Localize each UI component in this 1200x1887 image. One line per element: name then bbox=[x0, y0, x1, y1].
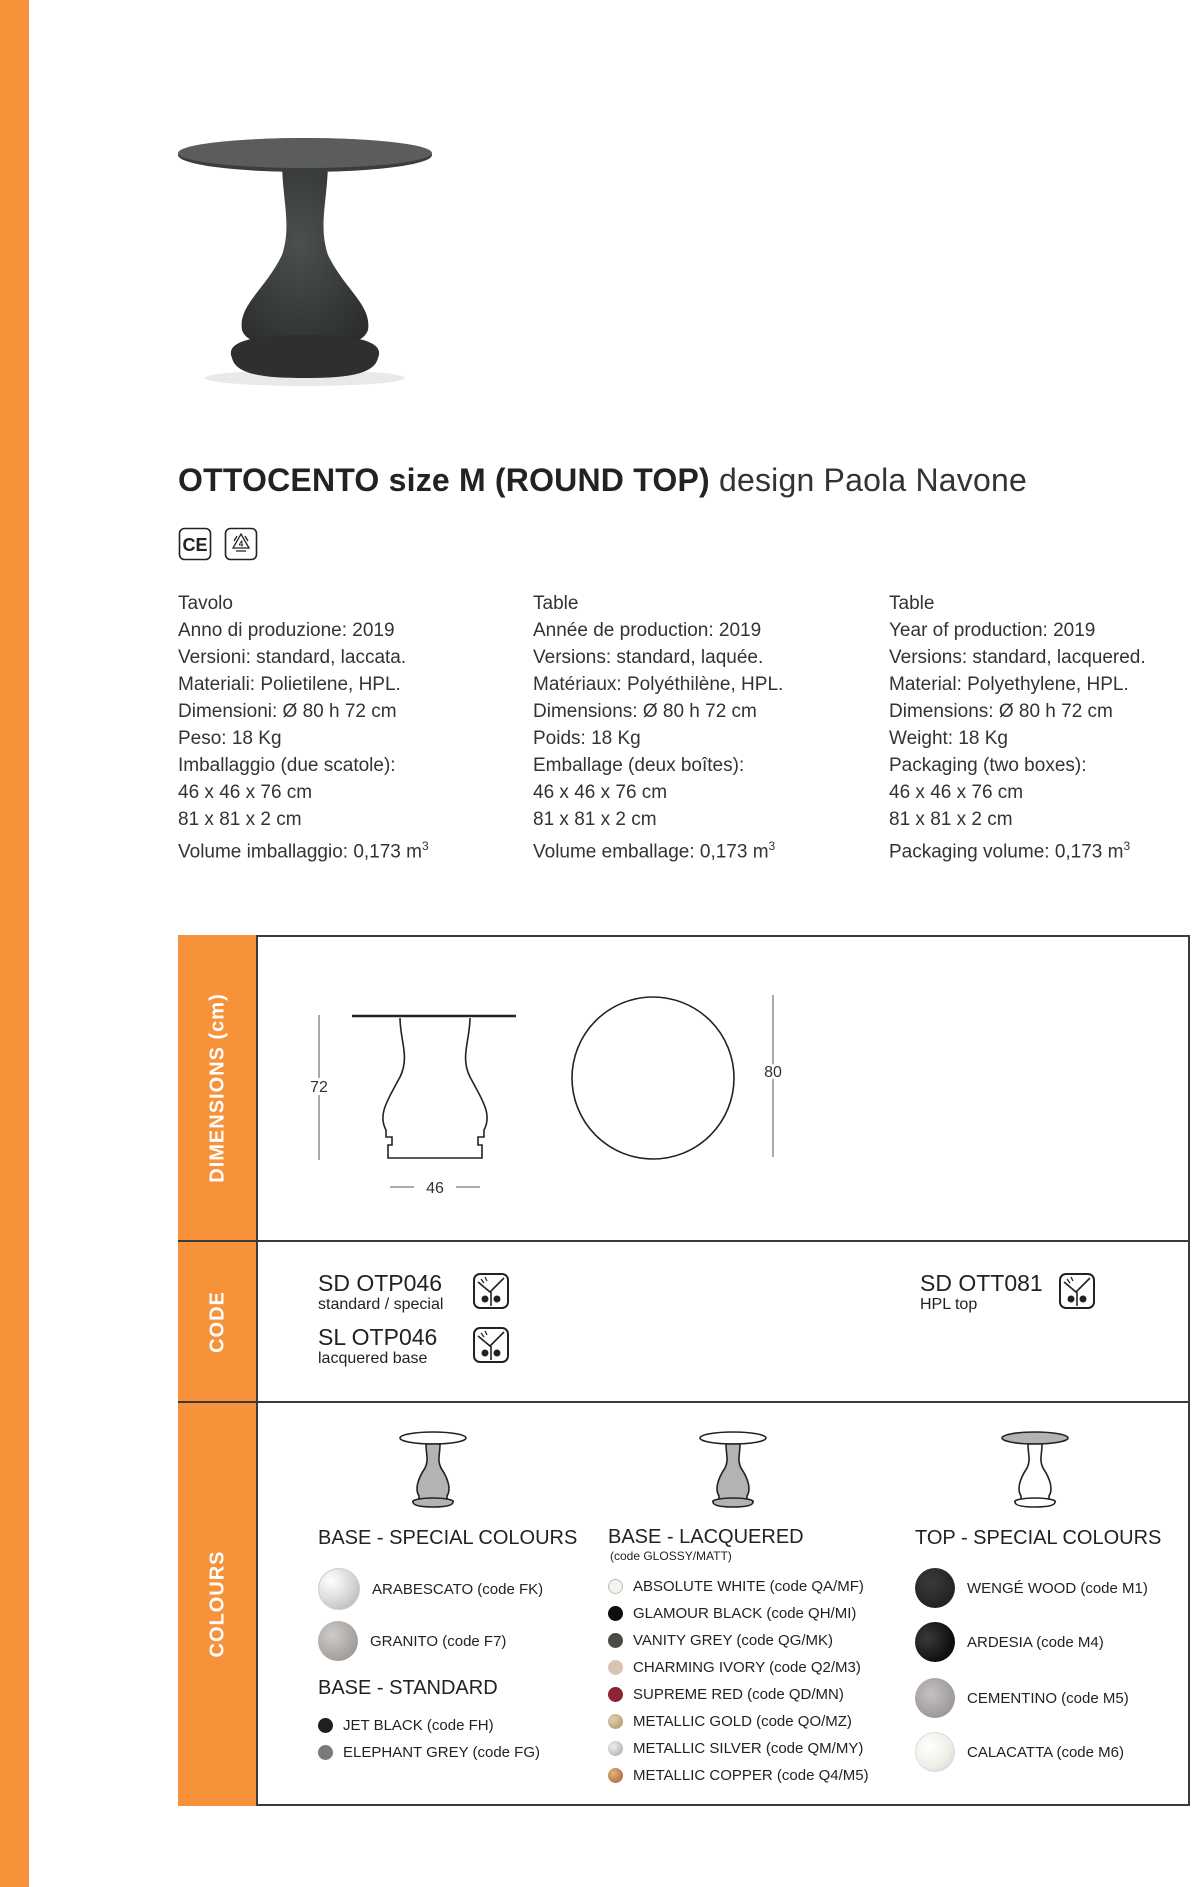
code-description: HPL top bbox=[920, 1296, 978, 1313]
top-special-title: TOP - SPECIAL COLOURS bbox=[915, 1527, 1162, 1549]
spec-line: Weight: 18 Kg bbox=[889, 728, 1009, 749]
side-profile bbox=[383, 1018, 487, 1158]
assembly-icon bbox=[472, 1272, 510, 1310]
swatch-elephant-grey[interactable]: ELEPHANT GREY (code FG) bbox=[318, 1744, 540, 1761]
spec-line: Imballaggio (due scatole): bbox=[178, 755, 396, 776]
swatch-vanity-grey[interactable]: VANITY GREY (code QG/MK) bbox=[608, 1632, 833, 1649]
orange-side-bar bbox=[0, 0, 29, 1887]
spec-line: Versions: standard, laquée. bbox=[533, 647, 764, 668]
spec-line: Anno di produzione: 2019 bbox=[178, 620, 395, 641]
table-base-highlight-icon bbox=[693, 1430, 773, 1510]
swatch-metallic-copper[interactable]: METALLIC COPPER (code Q4/M5) bbox=[608, 1767, 869, 1784]
spec-line: Packaging (two boxes): bbox=[889, 755, 1087, 776]
swatch-glamour-black[interactable]: GLAMOUR BLACK (code QH/MI) bbox=[608, 1605, 856, 1622]
product-title bbox=[178, 462, 1027, 499]
swatch-metallic-silver[interactable]: METALLIC SILVER (code QM/MY) bbox=[608, 1740, 863, 1757]
spec-line: 46 x 46 x 76 cm bbox=[533, 782, 668, 803]
spec-line: Matériaux: Polyéthilène, HPL. bbox=[533, 674, 784, 695]
base-standard-title: BASE - STANDARD bbox=[318, 1677, 498, 1699]
spec-line: 46 x 46 x 76 cm bbox=[889, 782, 1024, 803]
swatch-supreme-red[interactable]: SUPREME RED (code QD/MN) bbox=[608, 1686, 844, 1703]
swatch-absolute-white[interactable]: ABSOLUTE WHITE (code QA/MF) bbox=[608, 1578, 864, 1595]
swatch-charming-ivory[interactable]: CHARMING IVORY (code Q2/M3) bbox=[608, 1659, 861, 1676]
spec-line: Table bbox=[533, 593, 579, 614]
spec-line: 46 x 46 x 76 cm bbox=[178, 782, 313, 803]
dimension-drawing bbox=[300, 985, 800, 1205]
spec-line: Dimensioni: Ø 80 h 72 cm bbox=[178, 701, 397, 722]
swatch-wenge-wood[interactable]: WENGÉ WOOD (code M1) bbox=[915, 1568, 1148, 1608]
swatch-arabescato[interactable]: ARABESCATO (code FK) bbox=[318, 1568, 543, 1610]
swatch-calacatta[interactable]: CALACATTA (code M6) bbox=[915, 1732, 1124, 1772]
table-top-highlight-icon bbox=[995, 1430, 1075, 1510]
ce-mark-icon bbox=[178, 527, 212, 561]
spec-volume: Packaging volume: 0,173 $m^3$ bbox=[889, 839, 1131, 863]
spec-volume: Volume imballaggio: 0,173 $m^3$ bbox=[178, 839, 429, 863]
spec-line: Poids: 18 Kg bbox=[533, 728, 641, 749]
spec-line: Versions: standard, lacquered. bbox=[889, 647, 1146, 668]
spec-line: Tavolo bbox=[178, 593, 233, 614]
height-label: 72 bbox=[310, 1079, 328, 1096]
row-divider bbox=[178, 1240, 1190, 1242]
assembly-icon bbox=[1058, 1272, 1096, 1310]
code-description: lacquered base bbox=[318, 1350, 428, 1367]
code-number: SD OTT081 bbox=[920, 1270, 1043, 1296]
spec-line: Versioni: standard, laccata. bbox=[178, 647, 407, 668]
ce-mark-text: CE bbox=[182, 535, 208, 555]
spec-column-french bbox=[533, 590, 883, 865]
code-description: standard / special bbox=[318, 1296, 444, 1313]
spec-line: Table bbox=[889, 593, 935, 614]
swatch-metallic-gold[interactable]: METALLIC GOLD (code QO/MZ) bbox=[608, 1713, 852, 1730]
spec-line: 81 x 81 x 2 cm bbox=[533, 809, 657, 830]
column-divider bbox=[256, 935, 258, 1806]
spec-line: Dimensions: Ø 80 h 72 cm bbox=[533, 701, 757, 722]
top-view-circle bbox=[572, 997, 734, 1159]
recycle-number: 4 bbox=[238, 539, 244, 549]
swatch-marble bbox=[318, 1568, 360, 1610]
spec-column-italian bbox=[178, 590, 528, 865]
spec-line: Peso: 18 Kg bbox=[178, 728, 282, 749]
table-base-highlight-icon bbox=[393, 1430, 473, 1510]
recycle-icon bbox=[224, 527, 258, 561]
spec-line: Année de production: 2019 bbox=[533, 620, 762, 641]
spec-line: Material: Polyethylene, HPL. bbox=[889, 674, 1129, 695]
diameter-label: 80 bbox=[764, 1064, 782, 1081]
spec-line: 81 x 81 x 2 cm bbox=[889, 809, 1013, 830]
base-lacquered-title: BASE - LACQUERED bbox=[608, 1526, 804, 1548]
base-special-title: BASE - SPECIAL COLOURS bbox=[318, 1527, 578, 1549]
spec-line: Year of production: 2019 bbox=[889, 620, 1096, 641]
product-photo bbox=[170, 130, 440, 390]
spec-volume: Volume emballage: 0,173 $m^3$ bbox=[533, 839, 776, 863]
spec-column-english bbox=[889, 590, 1200, 865]
section-label-colours: COLOURS bbox=[178, 1402, 257, 1806]
spec-line: Dimensions: Ø 80 h 72 cm bbox=[889, 701, 1113, 722]
base-lacquered-subtitle: (code GLOSSY/MATT) bbox=[610, 1549, 732, 1563]
code-number: SL OTP046 bbox=[318, 1324, 438, 1350]
swatch-ardesia[interactable]: ARDESIA (code M4) bbox=[915, 1622, 1104, 1662]
spec-line: Materiali: Polietilene, HPL. bbox=[178, 674, 401, 695]
swatch-cementino[interactable]: CEMENTINO (code M5) bbox=[915, 1678, 1129, 1718]
product-designer: design Paola Navone bbox=[718, 462, 1027, 498]
row-divider bbox=[178, 1401, 1190, 1403]
swatch-granito[interactable]: GRANITO (code F7) bbox=[318, 1621, 506, 1661]
assembly-icon bbox=[472, 1326, 510, 1364]
code-number: SD OTP046 bbox=[318, 1270, 442, 1296]
section-label-code: CODE bbox=[178, 1241, 257, 1402]
swatch-granite bbox=[318, 1621, 358, 1661]
swatch-jet-black[interactable]: JET BLACK (code FH) bbox=[318, 1717, 494, 1734]
section-label-dimensions: DIMENSIONS (cm) bbox=[178, 935, 257, 1241]
spec-line: 81 x 81 x 2 cm bbox=[178, 809, 302, 830]
product-name: OTTOCENTO size M (ROUND TOP) bbox=[178, 462, 710, 498]
width-label: 46 bbox=[426, 1180, 444, 1197]
spec-line: Emballage (deux boîtes): bbox=[533, 755, 745, 776]
